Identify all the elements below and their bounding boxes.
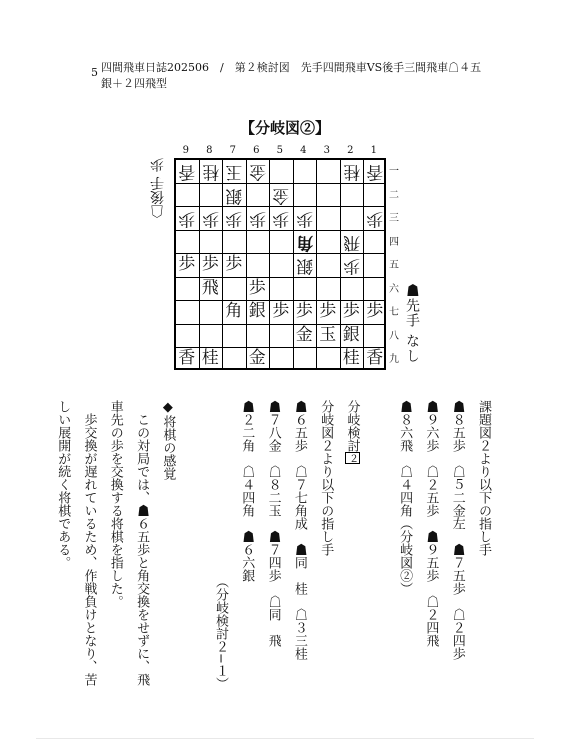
gote-piece: 金 (272, 184, 290, 205)
gote-piece: 銀 (225, 184, 243, 205)
gote-hand: ☖後手 歩 (150, 158, 166, 219)
sente-piece: 金 (295, 324, 313, 345)
sente-hand: ☗先手 なし (404, 283, 420, 364)
commentary-column: ◆将棋の感覚 (160, 400, 176, 480)
sente-piece: 飛 (201, 277, 219, 298)
gote-piece: 歩 (342, 255, 360, 276)
column-label: 2 (347, 145, 354, 156)
gote-piece: 金 (248, 161, 266, 182)
column-label: 1 (370, 145, 377, 156)
row-label: 八 (389, 330, 399, 342)
grid-line (246, 160, 247, 368)
sente-piece: 歩 (225, 254, 243, 275)
page-number: 5 (91, 66, 98, 79)
gote-piece: 玉 (225, 161, 243, 182)
diagram-title: 【分岐図②】 (239, 119, 330, 137)
gote-piece: 歩 (178, 208, 196, 229)
row-label: 四 (389, 236, 399, 248)
commentary-column: ☗９六歩 ☖２五歩 ☗９五歩 ☖２四飛 (423, 400, 439, 647)
gote-piece: 角 (295, 231, 313, 252)
gote-piece: 歩 (295, 208, 313, 229)
footer-line (36, 738, 534, 739)
sente-piece: 歩 (295, 301, 313, 322)
gote-piece: 歩 (272, 208, 290, 229)
commentary-column: ☗６五歩 ☖７七角成 ☗同 桂 ☖３三桂 (291, 400, 307, 660)
gote-piece: 銀 (295, 255, 313, 276)
sente-piece: 金 (248, 348, 266, 369)
shogi-board (174, 158, 386, 370)
sente-piece: 歩 (201, 254, 219, 275)
gote-piece: 歩 (366, 208, 384, 229)
gote-piece: 香 (366, 161, 384, 182)
sente-piece: 桂 (342, 348, 360, 369)
gote-piece: 歩 (201, 208, 219, 229)
sente-piece: 桂 (201, 348, 219, 369)
column-label: 4 (300, 145, 307, 156)
row-label: 三 (389, 213, 399, 225)
row-label: 九 (389, 354, 399, 366)
row-label: 七 (389, 307, 399, 319)
commentary-column: この対局では、☗６五歩と角交換をせずに、飛 (134, 400, 150, 686)
commentary-column: ☗２二角 ☖４四角 ☗６六銀 (239, 400, 255, 582)
commentary-column: ☗７八金 ☖８二玉 ☗７四歩 ☖同 飛 (265, 400, 281, 647)
commentary-column: 車先の歩を交換する将棋を指した。 (107, 400, 123, 608)
column-label: 5 (276, 145, 283, 156)
commentary-column: しい展開が続く将棋である。 (55, 400, 71, 569)
sente-piece: 歩 (178, 254, 196, 275)
branch-number-box: ２ (346, 453, 358, 463)
gote-piece: 歩 (225, 208, 243, 229)
row-label: 五 (389, 260, 399, 272)
gote-piece: 桂 (201, 161, 219, 182)
row-label: 二 (389, 189, 399, 201)
sente-piece: 香 (178, 348, 196, 369)
sente-piece: 歩 (342, 301, 360, 322)
row-label: 一 (389, 166, 399, 178)
sente-piece: 銀 (248, 301, 266, 322)
sente-piece: 香 (366, 348, 384, 369)
gote-piece: 飛 (342, 231, 360, 252)
column-label: 9 (182, 145, 189, 156)
commentary-column: ☗８五歩 ☖５二金左 ☗７五歩 ☖２四歩 (449, 400, 465, 660)
sente-piece: 歩 (366, 301, 384, 322)
column-label: 6 (253, 145, 260, 156)
row-labels (389, 158, 401, 370)
sente-piece: 玉 (319, 324, 337, 345)
column-labels (174, 145, 386, 157)
sente-piece: 歩 (272, 301, 290, 322)
sente-piece: 角 (225, 301, 243, 322)
column-label: 7 (229, 145, 236, 156)
commentary-column: 分岐図２より以下の指し手 (318, 400, 334, 556)
column-label: 3 (323, 145, 330, 156)
gote-piece: 香 (178, 161, 196, 182)
gote-piece: 歩 (248, 208, 266, 229)
sente-piece: 銀 (342, 324, 360, 345)
commentary-column: ☗８六飛 ☖４四角（分岐図②） (397, 400, 413, 595)
commentary-column: （分岐検討２−１） (213, 575, 228, 690)
row-label: 六 (389, 283, 399, 295)
sente-piece: 歩 (248, 277, 266, 298)
page-header: 四間飛車日誌202506 / 第２検討図 先手四間飛車VS後手三間飛車☖４五銀＋２四飛型 (101, 61, 482, 90)
gote-piece: 桂 (342, 161, 360, 182)
sente-piece: 歩 (319, 301, 337, 322)
commentary-column: 課題図２より以下の指し手 (476, 400, 491, 556)
commentary-column: 分岐検討２ (344, 400, 360, 463)
commentary-column: 歩交換が遅れているため、作戦負けとなり、苦 (81, 400, 97, 686)
column-label: 8 (206, 145, 213, 156)
